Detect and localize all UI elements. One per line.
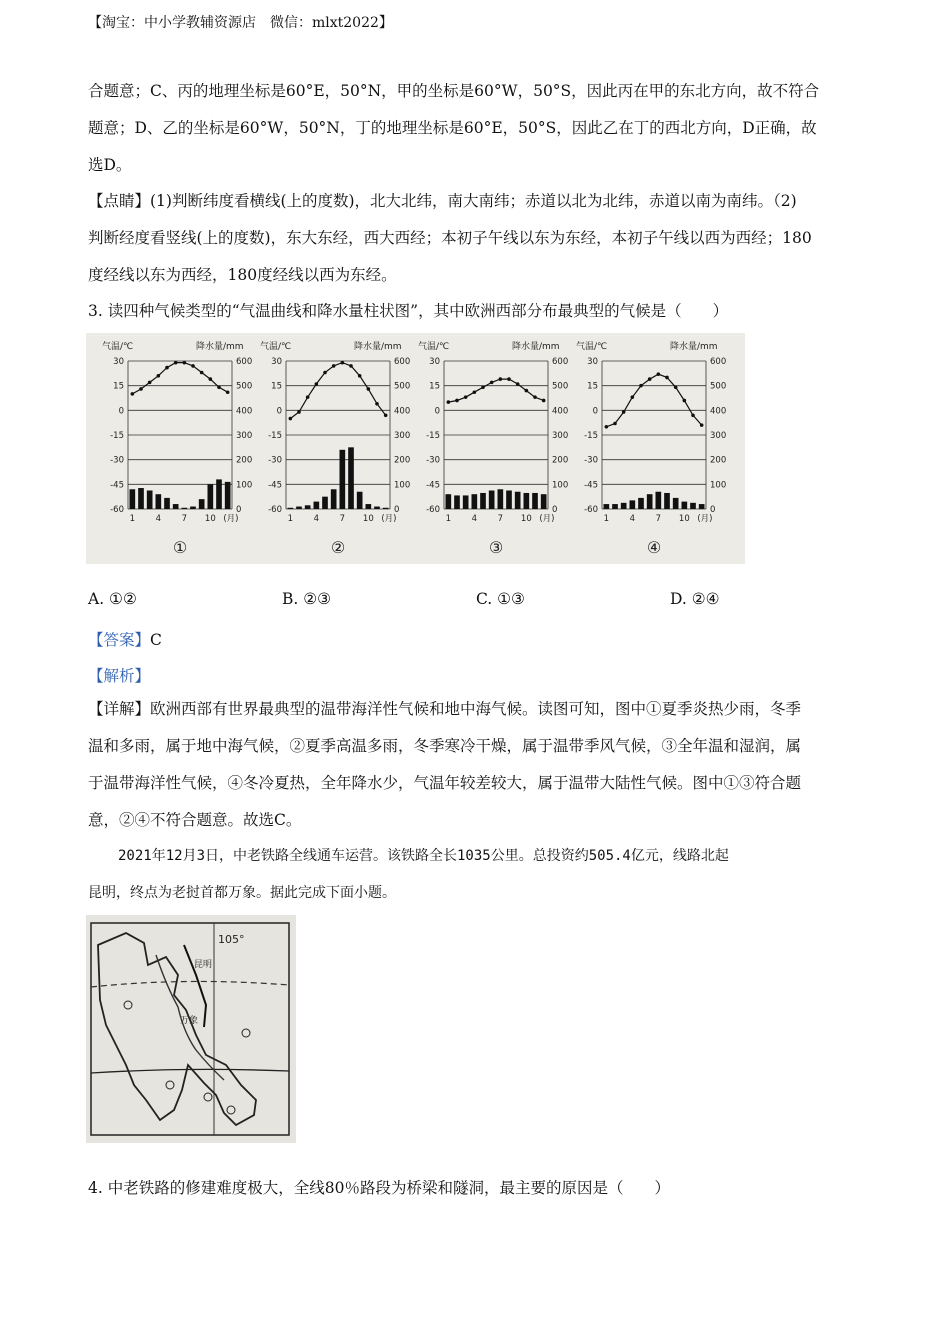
temp-point xyxy=(157,374,161,378)
precip-bar xyxy=(199,499,205,509)
precip-bar xyxy=(630,500,636,509)
precip-bar xyxy=(690,503,696,509)
answer-continuation xyxy=(88,73,868,184)
precip-tick: 200 xyxy=(710,455,727,466)
temp-point xyxy=(674,386,678,390)
temp-point xyxy=(226,390,230,394)
temp-point xyxy=(148,381,152,385)
precip-bar xyxy=(156,494,162,509)
temp-tick: 0 xyxy=(276,406,282,417)
precip-tick: 100 xyxy=(394,480,411,491)
precip-tick: 100 xyxy=(710,480,727,491)
temp-tick: 0 xyxy=(592,406,598,417)
precip-bar xyxy=(532,493,538,509)
latitude-line xyxy=(91,1069,289,1073)
temp-point xyxy=(341,361,345,365)
temp-point xyxy=(375,402,379,406)
temp-point xyxy=(191,364,195,368)
precip-bar xyxy=(656,492,662,509)
temp-tick: -60 xyxy=(110,505,124,515)
precip-bar xyxy=(699,504,705,509)
temp-tick: -15 xyxy=(584,431,598,441)
precip-bar xyxy=(314,502,320,509)
month-tick: 4 xyxy=(155,514,162,524)
temp-tick: 15 xyxy=(271,381,282,392)
precip-tick: 300 xyxy=(710,431,727,441)
precip-tick: 600 xyxy=(394,357,411,367)
coastline xyxy=(98,933,256,1125)
temp-tick: -45 xyxy=(268,480,282,491)
precip-bar xyxy=(331,489,337,509)
precip-bar xyxy=(383,508,389,509)
month-tick: 7 xyxy=(497,514,504,524)
answer-value: C xyxy=(150,631,162,649)
text-line: 【详解】欧洲西部有世界最典型的温带海洋性气候和地中海气候。读图可知，图中①夏季炎热少雨，冬季 xyxy=(88,700,802,718)
month-tick: 10 xyxy=(520,514,532,524)
temp-point xyxy=(131,392,135,396)
temp-point xyxy=(490,381,494,385)
temp-point xyxy=(200,371,204,375)
precip-bar xyxy=(288,508,294,509)
city-marker xyxy=(124,1001,132,1009)
precip-bar xyxy=(647,494,653,509)
temp-point xyxy=(306,395,310,399)
temp-point xyxy=(605,425,609,429)
month-tick: 1 xyxy=(287,514,294,524)
tip-paragraph xyxy=(88,183,868,294)
meridian-label: 105° xyxy=(218,933,245,946)
precip-bar xyxy=(480,493,486,509)
month-tick: 4 xyxy=(629,514,636,524)
precip-bar xyxy=(472,494,478,509)
temp-tick: -15 xyxy=(110,431,124,441)
month-unit: (月) xyxy=(381,514,397,524)
month-tick: 4 xyxy=(471,514,478,524)
temp-point xyxy=(533,395,537,399)
temp-point xyxy=(683,399,687,403)
precip-bar xyxy=(506,491,512,510)
temp-tick: 0 xyxy=(118,406,124,417)
precip-bar xyxy=(322,497,328,509)
analysis-label xyxy=(88,658,868,695)
temp-tick: 30 xyxy=(429,357,440,367)
temp-tick: -15 xyxy=(426,431,440,441)
text-line: 【点睛】(1)判断纬度看横线(上的度数)，北大北纬，南大南纬；赤道以北为北纬，赤道以南为南纬。（2) xyxy=(88,192,797,210)
precip-bar xyxy=(216,479,222,509)
temp-tick: -45 xyxy=(584,480,598,491)
temp-point xyxy=(349,364,353,368)
temp-point xyxy=(691,413,695,417)
precip-bar xyxy=(374,507,380,509)
precip-bar xyxy=(164,498,170,509)
kunming-label: 昆明 xyxy=(194,960,213,970)
temp-point xyxy=(209,377,213,381)
temp-tick: 15 xyxy=(587,381,598,392)
temp-point xyxy=(289,417,293,421)
precip-tick: 600 xyxy=(552,357,569,367)
temp-point xyxy=(473,390,477,394)
precip-tick: 100 xyxy=(236,480,253,491)
temp-tick: -45 xyxy=(110,480,124,491)
temp-axis-label: 气温/℃ xyxy=(260,342,292,352)
vientiane-label: 万象 xyxy=(180,1016,199,1026)
text-line: 选D。 xyxy=(88,156,132,174)
month-tick: 1 xyxy=(603,514,610,524)
precip-bar xyxy=(173,504,179,509)
temp-tick: 30 xyxy=(271,357,282,367)
month-unit: (月) xyxy=(223,514,239,524)
city-marker xyxy=(242,1029,250,1037)
precip-axis-label: 降水量/mm xyxy=(670,342,718,352)
precip-bar xyxy=(182,508,188,509)
precip-tick: 500 xyxy=(710,381,727,392)
temp-line xyxy=(448,379,543,402)
precip-tick: 500 xyxy=(552,381,569,392)
analysis-label-text: 【解析】 xyxy=(88,667,151,685)
month-tick: 7 xyxy=(339,514,346,524)
precip-bar xyxy=(296,507,302,509)
temp-point xyxy=(323,371,327,375)
precip-tick: 300 xyxy=(236,431,253,441)
precip-bar xyxy=(638,498,644,509)
precip-tick: 400 xyxy=(710,406,727,417)
precip-bar xyxy=(147,491,153,510)
detail-paragraph xyxy=(88,691,868,839)
temp-point xyxy=(367,387,371,391)
temp-tick: 0 xyxy=(434,406,440,417)
temp-tick: -15 xyxy=(268,431,282,441)
page-header: 【淘宝：中小学教辅资源店 微信：mlxt2022】 xyxy=(88,15,393,31)
temp-point xyxy=(464,395,468,399)
text-line: 判断经度看竖线(上的度数)，东大东经，西大西经；本初子午线以东为东经，本初子午线以西为西经；180 xyxy=(88,229,812,247)
precip-bar xyxy=(463,495,469,509)
precip-bar xyxy=(357,492,363,509)
temp-point xyxy=(165,366,169,370)
precip-tick: 300 xyxy=(394,431,411,441)
temp-point xyxy=(639,384,643,388)
precip-bar xyxy=(489,491,495,510)
precip-bar xyxy=(446,494,452,509)
temp-tick: 15 xyxy=(429,381,440,392)
precip-axis-label: 降水量/mm xyxy=(512,342,560,352)
temp-tick: -60 xyxy=(268,505,282,515)
text-line: 温和多雨，属于地中海气候，②夏季高温多雨，冬季寒冷干燥，属于温带季风气候，③全年温和湿润，属 xyxy=(88,737,802,755)
map-frame xyxy=(91,923,289,1135)
temp-point xyxy=(358,374,362,378)
temp-point xyxy=(631,395,635,399)
answer-label: 【答案】 xyxy=(88,631,151,649)
precip-tick: 200 xyxy=(552,455,569,466)
temp-line xyxy=(132,363,227,394)
precip-tick: 0 xyxy=(236,505,242,515)
option-c[interactable]: C. ①③ xyxy=(476,590,525,608)
temp-point xyxy=(499,377,503,381)
month-tick: 7 xyxy=(181,514,188,524)
option-d[interactable]: D. ②④ xyxy=(670,590,720,608)
precip-tick: 100 xyxy=(552,480,569,491)
climate-charts-svg xyxy=(86,333,745,564)
temp-point xyxy=(139,387,143,391)
text-line: 题意；D、乙的坐标是60°W，50°N，丁的地理坐标是60°E，50°S，因此乙在丁的西北方向，D正确，故 xyxy=(88,119,817,137)
panel-label: ③ xyxy=(488,538,504,557)
precip-axis-label: 降水量/mm xyxy=(196,342,244,352)
month-tick: 1 xyxy=(445,514,452,524)
city-marker xyxy=(204,1093,212,1101)
city-marker xyxy=(166,1081,174,1089)
precip-axis-label: 降水量/mm xyxy=(354,342,402,352)
temp-tick: -60 xyxy=(584,505,598,515)
precip-tick: 500 xyxy=(236,381,253,392)
passage xyxy=(88,838,868,912)
railway-map-figure xyxy=(86,915,296,1143)
temp-point xyxy=(481,386,485,390)
precip-tick: 600 xyxy=(710,357,727,367)
temp-tick: 15 xyxy=(113,381,124,392)
precip-bar xyxy=(305,505,311,509)
temp-axis-label: 气温/℃ xyxy=(418,342,450,352)
precip-bar xyxy=(515,492,521,509)
temp-axis-label: 气温/℃ xyxy=(102,342,134,352)
temp-point xyxy=(332,364,336,368)
precip-bar xyxy=(340,450,346,509)
text-line: 昆明，终点为老挝首都万象。据此完成下面小题。 xyxy=(88,885,396,901)
month-tick: 10 xyxy=(678,514,690,524)
precip-bar xyxy=(454,495,460,509)
precip-tick: 0 xyxy=(552,505,558,515)
precip-bar xyxy=(604,504,610,509)
precip-tick: 400 xyxy=(236,406,253,417)
precip-bar xyxy=(138,488,144,509)
month-tick: 7 xyxy=(655,514,662,524)
temp-tick: -30 xyxy=(584,455,598,466)
climate-charts-figure xyxy=(86,333,745,564)
month-tick: 1 xyxy=(129,514,136,524)
temp-point xyxy=(516,382,520,386)
temp-tick: 30 xyxy=(113,357,124,367)
precip-bar xyxy=(130,489,136,509)
temp-point xyxy=(700,423,704,427)
temp-tick: -60 xyxy=(426,505,440,515)
temp-point xyxy=(297,410,301,414)
temp-point xyxy=(455,399,459,403)
panel-label: ① xyxy=(172,538,188,557)
precip-tick: 200 xyxy=(394,455,411,466)
precip-bar xyxy=(664,493,670,509)
temp-point xyxy=(174,361,178,365)
temp-point xyxy=(648,377,652,381)
precip-tick: 200 xyxy=(236,455,253,466)
precip-bar xyxy=(225,482,231,509)
temp-point xyxy=(507,377,511,381)
panel-label: ④ xyxy=(646,538,662,557)
tropic-line xyxy=(91,981,289,987)
text-line: 度经线以东为西经，180度经线以西为东经。 xyxy=(88,266,397,284)
precip-bar xyxy=(498,489,504,509)
precip-bar xyxy=(366,504,372,509)
month-tick: 4 xyxy=(313,514,320,524)
precip-bar xyxy=(208,484,214,509)
temp-tick: -30 xyxy=(426,455,440,466)
temp-point xyxy=(525,389,529,393)
option-a[interactable]: A. ①② xyxy=(88,590,137,608)
temp-tick: 30 xyxy=(587,357,598,367)
precip-tick: 400 xyxy=(394,406,411,417)
precip-tick: 0 xyxy=(394,505,400,515)
precip-tick: 400 xyxy=(552,406,569,417)
precip-tick: 300 xyxy=(552,431,569,441)
precip-tick: 0 xyxy=(710,505,716,515)
month-tick: 10 xyxy=(204,514,216,524)
text-line: 于温带海洋性气候，④冬冷夏热，全年降水少，气温年较差较大，属于温带大陆性气候。图中①③符合题 xyxy=(88,774,802,792)
question-3: 3. 读四种气候类型的“气温曲线和降水量柱状图”，其中欧洲西部分布最典型的气候是（ ） xyxy=(88,302,729,320)
month-unit: (月) xyxy=(697,514,713,524)
temp-point xyxy=(315,382,319,386)
answer-line xyxy=(88,622,868,659)
text-line: 2021年12月3日，中老铁路全线通车运营。该铁路全长1035公里。总投资约505.4亿元，线路北起 xyxy=(118,848,729,864)
temp-point xyxy=(217,386,221,390)
temp-point xyxy=(542,399,546,403)
temp-tick: -45 xyxy=(426,480,440,491)
temp-axis-label: 气温/℃ xyxy=(576,342,608,352)
text-line: 合题意；C、丙的地理坐标是60°E，50°N，甲的坐标是60°W，50°S，因此丙在甲的东北方向，故不符合 xyxy=(88,82,820,100)
question-4: 4. 中老铁路的修建难度极大，全线80％路段为桥梁和隧洞，最主要的原因是（ ） xyxy=(88,1179,670,1197)
precip-bar xyxy=(612,504,618,509)
month-tick: 10 xyxy=(362,514,374,524)
temp-point xyxy=(622,410,626,414)
temp-line xyxy=(606,374,701,427)
text-line: 意，②④不符合题意。故选C。 xyxy=(88,811,302,829)
option-b[interactable]: B. ②③ xyxy=(282,590,332,608)
precip-bar xyxy=(621,503,627,509)
railway-map-svg xyxy=(86,915,296,1143)
temp-point xyxy=(384,413,388,417)
precip-tick: 500 xyxy=(394,381,411,392)
temp-tick: -30 xyxy=(110,455,124,466)
precip-bar xyxy=(524,493,530,509)
temp-tick: -30 xyxy=(268,455,282,466)
precip-tick: 600 xyxy=(236,357,253,367)
temp-point xyxy=(447,400,451,404)
month-unit: (月) xyxy=(539,514,555,524)
precip-bar xyxy=(673,498,679,509)
temp-point xyxy=(657,372,661,376)
precip-bar xyxy=(348,447,354,509)
panel-label: ② xyxy=(330,538,346,557)
precip-bar xyxy=(682,502,688,509)
temp-point xyxy=(183,361,187,365)
precip-bar xyxy=(541,494,547,509)
temp-point xyxy=(613,422,617,426)
temp-point xyxy=(665,376,669,380)
precip-bar xyxy=(190,507,196,509)
city-marker xyxy=(227,1106,235,1114)
